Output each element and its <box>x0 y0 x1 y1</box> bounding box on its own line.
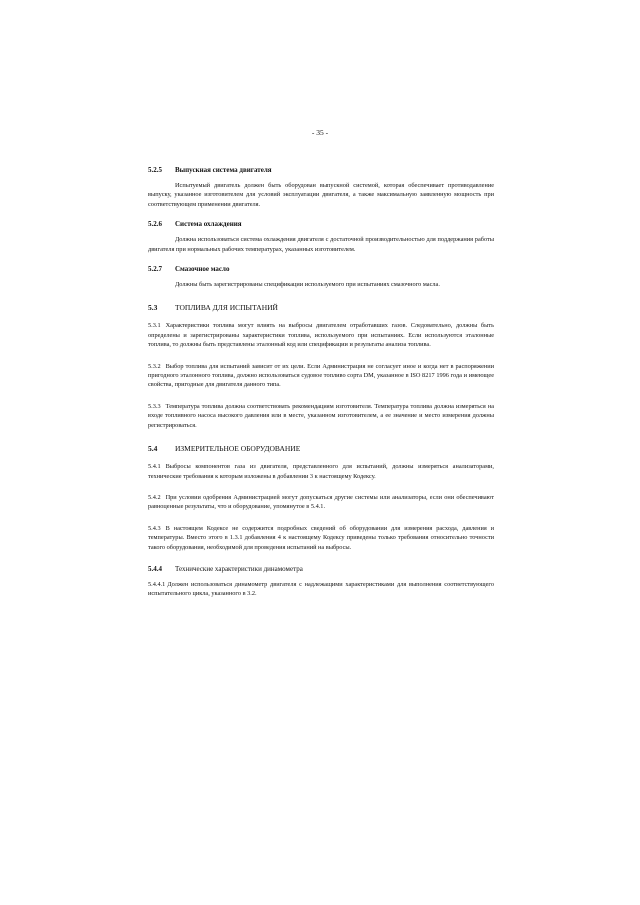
section-title: Выпускная система двигателя <box>175 166 272 174</box>
paragraph-5-4-1 <box>148 462 494 481</box>
paragraph-text: В настоящем Кодексе не содержится подробных сведений об оборудовании для измерения расхода, давления и температуры. Вместо этого в 1.3.1 добавления 4 к настоящему Кодексу приведены только требования относительно точности такого оборудования, необходимой для проведения испытаний на выбросы. <box>148 524 494 551</box>
section-number: 5.2.7 <box>148 265 162 274</box>
section-title: ТОПЛИВА ДЛЯ ИСПЫТАНИЙ <box>175 303 278 313</box>
paragraph-text: При условии одобрения Администрацией могут допускаться другие системы или анализаторы, если они обеспечивают равноценные результаты, что и оборудование, упомянутое в 5.4.1. <box>148 493 494 511</box>
paragraph-number: 5.3.1 <box>148 322 161 330</box>
section-number: 5.3 <box>148 303 158 313</box>
paragraph-number: 5.3.2 <box>148 362 161 370</box>
paragraph-5-4-2 <box>148 493 494 512</box>
paragraph-text: Выбросы компонентов газа из двигателя, представленного для испытаний, должны измеряться анализаторами, технические требования к которым изложены в добавлении 3 к настоящему Кодексу. <box>148 463 494 480</box>
section-heading-5-2-6 <box>148 219 494 229</box>
section-heading-5-4 <box>148 444 494 454</box>
paragraph-5-4-4-1 <box>148 580 494 599</box>
paragraph-5-4-3 <box>148 524 494 552</box>
section-paragraph: Испытуемый двигатель должен быть оборудован выпускной системой, которая обеспечивает противодавление выпуску, указанное изготовителем для условий эксплуатации двигателя, а также максимальную заявленную мощность при соответствующем применении двигателя. <box>148 182 494 208</box>
section-number: 5.2.5 <box>148 166 162 174</box>
page-number: - 35 - <box>311 128 329 137</box>
section-heading-5-4-4 <box>148 564 494 574</box>
section-number: 5.4 <box>148 444 158 454</box>
paragraph-text: Выбор топлива для испытаний зависит от их цели. Если Администрация не согласует иное и когда нет в распоряжении пригодного эталонного топлива, должно использоваться судовое топливо сорта DM, указанное в ISO 8217 1996 года и имеющее свойства, пригодные для двигателя данного типа. <box>148 362 494 389</box>
page-content <box>148 165 494 611</box>
section-number: 5.2.6 <box>148 220 162 229</box>
paragraph-number: 5.3.3 <box>148 402 161 410</box>
paragraph-number: 5.4.2 <box>148 493 161 501</box>
section-title: Смазочное масло <box>175 265 230 274</box>
section-title: Система охлаждения <box>175 220 242 229</box>
paragraph-5-3-2 <box>148 362 494 390</box>
paragraph-number: 5.4.4.1 <box>148 580 166 588</box>
paragraph-5-3-3 <box>148 402 494 430</box>
section-number: 5.4.4 <box>148 564 162 573</box>
section-title: Технические характеристики динамометра <box>175 564 303 573</box>
paragraph-text: Характеристики топлива могут влиять на выбросы двигателем отработавших газов. Следовательно, должны быть определены и зарегистрированы характеристики топлива, используемого при испытаниях. Если используются эталонные топлива, то должны быть представлены эталонный код или спецификации и результаты анализа топлива. <box>148 322 494 349</box>
section-heading-5-2-5 <box>148 165 494 175</box>
paragraph-text: Должен использоваться динамометр двигателя с надлежащими характеристиками для выполнения соответствующего испытательного цикла, указанного в 3.2. <box>148 580 494 598</box>
section-heading-5-3 <box>148 303 494 313</box>
paragraph-number: 5.4.3 <box>148 524 161 532</box>
section-title: ИЗМЕРИТЕЛЬНОЕ ОБОРУДОВАНИЕ <box>175 444 301 454</box>
section-paragraph: Должна использоваться система охлаждения двигателя с достаточной производительностью для поддержания работы двигателя при нормальных рабочих температурах, указанных изготовителем. <box>148 236 494 253</box>
paragraph-text: Температура топлива должна соответствовать рекомендациям изготовителя. Температура топлива должна измеряться на входе топливного насоса высокого давления или в месте, указанном изготовителем, а ее значение и место измерения должны регистрироваться. <box>148 402 494 429</box>
section-paragraph: Должны быть зарегистрированы спецификации используемого при испытаниях смазочного масла. <box>175 281 440 289</box>
paragraph-number: 5.4.1 <box>148 463 161 471</box>
section-heading-5-2-7 <box>148 264 494 274</box>
paragraph-5-3-1 <box>148 321 494 349</box>
